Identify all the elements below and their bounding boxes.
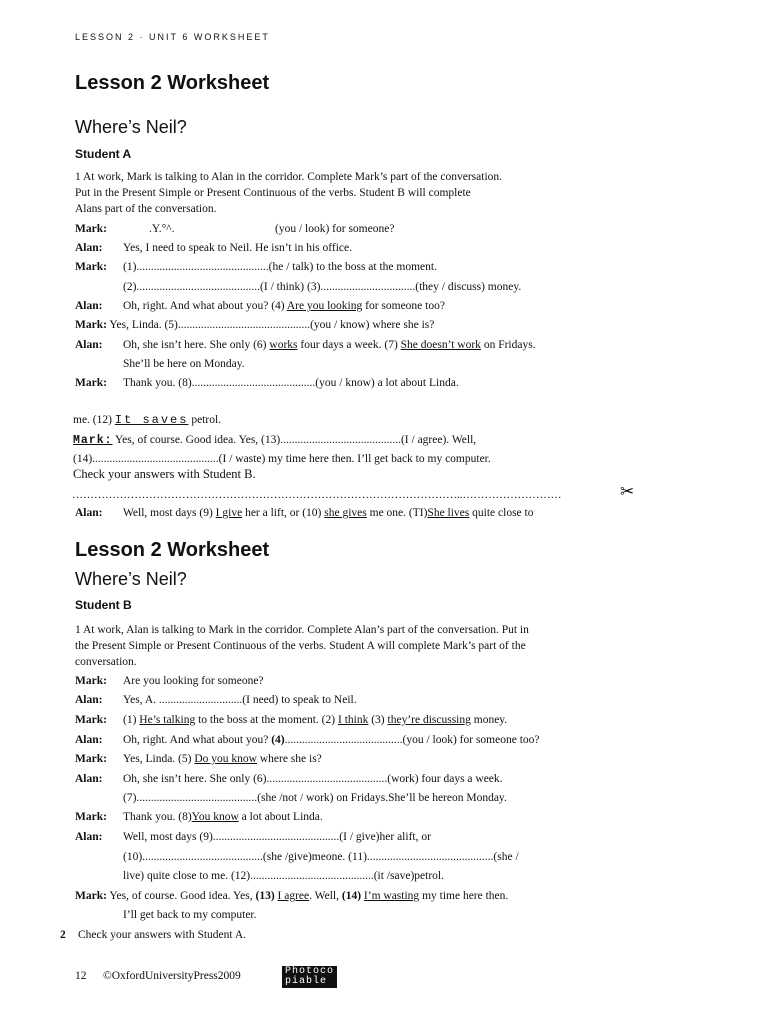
a-dialogue-line: Alan: Oh, she isn’t here. She only (6) works four days a week. (7) She doesn’t work on Fridays. <box>75 339 536 351</box>
a-instruction-line: Put in the Present Simple or Present Continuous of the verbs. Student B will complete <box>75 187 471 199</box>
a-instruction-line: 1 At work, Mark is talking to Alan in the corridor. Complete Mark’s part of the conversation. <box>75 171 503 183</box>
student-b-label: Student B <box>75 598 132 612</box>
photocopiable-badge: Photoco piable <box>282 966 337 988</box>
a-dialogue-line: Mark: Yes, of course. Good idea. Yes, (13)..........................................(I / agree). Well, <box>73 434 477 447</box>
speaker-label: Mark: <box>75 753 107 765</box>
task-number: 2 <box>60 929 66 941</box>
a-check-answers: Check your answers with Student B. <box>73 467 256 481</box>
a-instruction-line: Alans part of the conversation. <box>75 203 217 215</box>
b-dialogue-line: Mark: Yes, of course. Good idea. Yes, (13) I agree. Well, (14) I’m wasting my time here then. <box>75 890 509 902</box>
speaker-label: Alan: <box>75 734 103 746</box>
speaker-label: Alan: <box>75 694 103 706</box>
a-dialogue-line: Mark: Thank you. (8)...........................................(you / know) a lot about Linda. <box>75 377 459 389</box>
b-dialogue-line: live) quite close to me. (12)...........................................(it /save)petrol. <box>123 870 444 882</box>
b-dialogue-line: Mark: Thank you. (8)You know a lot about Linda. <box>75 811 323 823</box>
b-instruction-line: 1 At work, Alan is talking to Mark in the corridor. Complete Alan’s part of the conversation. Put in <box>75 624 529 636</box>
speaker-label: Mark: <box>73 434 113 447</box>
b-dialogue-line: Alan: Oh, right. And what about you? (4).........................................(you / look) for someone too? <box>75 734 540 746</box>
section-b-title: Lesson 2 Worksheet <box>75 539 270 561</box>
a-dialogue-line: Alan: Oh, right. And what about you? (4) Are you looking for someone too? <box>75 300 445 312</box>
a-dialogue-line: (14)............................................(I / waste) my time here then. I’ll get back to my computer. <box>73 453 491 465</box>
b-dialogue-line: Alan: Yes, A. .............................(I need) to speak to Neil. <box>75 694 357 706</box>
a-dialogue-line: Mark: .Y.°^. (you / look) for someone? <box>75 223 395 235</box>
running-header: LESSON 2 · UNIT 6 WORKSHEET <box>75 32 270 42</box>
section-a-subtitle: Where’s Neil? <box>75 117 187 137</box>
a-dialogue-line: me. (12) It saves petrol. <box>73 413 222 427</box>
page-number: 12 <box>75 970 87 982</box>
speaker-label: Alan: <box>75 507 103 519</box>
a-dialogue-line: Alan: Well, most days (9) I give her a lift, or (10) she gives me one. (TI)She lives quite close to <box>75 507 534 519</box>
speaker-label: Mark: <box>75 261 107 273</box>
speaker-label: Mark: <box>75 319 107 331</box>
speaker-label: Mark: <box>75 377 107 389</box>
b-instruction-line: conversation. <box>75 656 137 668</box>
speaker-label: Alan: <box>75 339 103 351</box>
speaker-label: Mark: <box>75 811 107 823</box>
a-dialogue-line: She’ll be here on Monday. <box>123 358 245 370</box>
speaker-label: Mark: <box>75 223 107 235</box>
section-b-subtitle: Where’s Neil? <box>75 569 187 589</box>
speaker-label: Mark: <box>75 714 107 726</box>
b-instruction-line: the Present Simple or Present Continuous of the verbs. Student A will complete Mark’s part of the <box>75 640 526 652</box>
speaker-label: Alan: <box>75 831 103 843</box>
speaker-label: Alan: <box>75 773 103 785</box>
b-check-answers: 2 Check your answers with Student A. <box>60 929 247 941</box>
speaker-label: Mark: <box>75 675 107 687</box>
b-dialogue-line: I’ll get back to my computer. <box>123 909 257 921</box>
speaker-label: Mark: <box>75 890 107 902</box>
b-dialogue-line: Alan: Well, most days (9)............................................(I / give)her alift, or <box>75 831 431 843</box>
a-dialogue-line: Alan: Yes, I need to speak to Neil. He isn’t in his office. <box>75 242 353 254</box>
b-dialogue-line: (10)..........................................(she /give)meone. (11)............................................(she / <box>123 851 519 863</box>
b-dialogue-line: Mark: (1) He’s talking to the boss at the moment. (2) I think (3) they’re discussing money. <box>75 714 508 726</box>
copyright: ©OxfordUniversityPress2009 <box>103 970 241 982</box>
a-dialogue-line: Mark: (1)..............................................(he / talk) to the boss at the moment. <box>75 261 437 273</box>
b-dialogue-line: Mark: Yes, Linda. (5) Do you know where she is? <box>75 753 322 765</box>
a-dialogue-line: Mark: Yes, Linda. (5)..............................................(you / know) where she is? <box>75 319 435 331</box>
speaker-label: Alan: <box>75 300 103 312</box>
b-dialogue-line: (7)..........................................(she /not / work) on Fridays.She’ll be hereon Monday. <box>123 792 507 804</box>
scissors-icon: ✂ <box>620 482 635 501</box>
b-dialogue-line: Mark: Are you looking for someone? <box>75 675 264 687</box>
cut-line: ……………………………………………………………………………………………..……………………… <box>72 489 562 501</box>
section-a-title: Lesson 2 Worksheet <box>75 72 270 94</box>
b-dialogue-line: Alan: Oh, she isn’t here. She only (6)..........................................(work) four days a week. <box>75 773 503 785</box>
a-dialogue-line: (2)...........................................(I / think) (3).................................(they / discuss) money. <box>123 281 522 293</box>
student-a-label: Student A <box>75 147 132 161</box>
speaker-label: Alan: <box>75 242 103 254</box>
